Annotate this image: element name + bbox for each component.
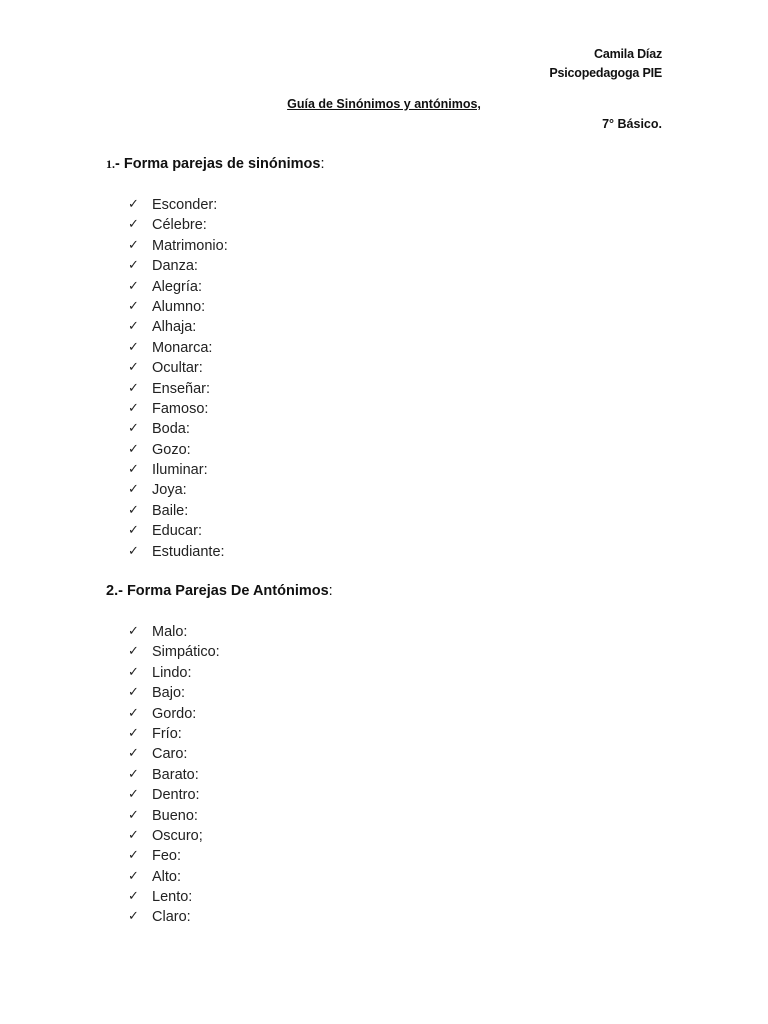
list-item-label: Ocultar: (152, 360, 203, 377)
list-item (128, 215, 228, 235)
list-item (128, 724, 220, 744)
list-item (128, 663, 220, 683)
check-icon: ✓ (128, 400, 139, 416)
section-number: 2. (106, 583, 119, 599)
list-item-label: Alumno: (152, 298, 206, 315)
list-item-label: Célebre: (152, 217, 207, 234)
list-item (128, 785, 220, 805)
section-number: 1. (106, 157, 115, 171)
check-icon: ✓ (128, 319, 139, 335)
list-item (128, 867, 220, 887)
list-item-label: Simpático: (152, 644, 220, 661)
author-role: Psicopedagoga PIE (549, 66, 662, 80)
list-item (128, 887, 220, 907)
list-item (128, 195, 228, 215)
list-item (128, 501, 228, 521)
list-item-label: Barato: (152, 766, 199, 783)
list-item-label: Estudiante: (152, 543, 225, 560)
check-icon: ✓ (128, 848, 139, 864)
list-item-label: Boda: (152, 421, 190, 438)
list-item (128, 683, 220, 703)
list-item (128, 765, 220, 785)
check-icon: ✓ (128, 664, 139, 680)
list-item (128, 846, 220, 866)
list-item-label: Joya: (152, 482, 187, 499)
list-item (128, 806, 220, 826)
check-icon: ✓ (128, 217, 139, 233)
check-icon: ✓ (128, 543, 139, 559)
list-item (128, 622, 220, 642)
list-item (128, 399, 228, 419)
check-icon: ✓ (128, 441, 139, 457)
list-item (128, 379, 228, 399)
list-item-label: Claro: (152, 909, 191, 926)
list-item-label: Gozo: (152, 441, 191, 458)
list-item (128, 907, 220, 927)
list-item-label: Oscuro; (152, 827, 203, 844)
author-block (549, 45, 662, 83)
list-item-label: Frío: (152, 725, 182, 742)
list-item-label: Matrimonio: (152, 237, 228, 254)
list-item (128, 256, 228, 276)
list-item-label: Alto: (152, 868, 182, 885)
list-item-label: Dentro: (152, 787, 200, 804)
list-item (128, 277, 228, 297)
list-item-label: Malo: (152, 624, 188, 640)
check-icon: ✓ (128, 889, 139, 905)
list-item (128, 358, 228, 378)
list-item (128, 542, 228, 562)
check-icon: ✓ (128, 909, 139, 925)
list-item-label: Feo: (152, 848, 182, 865)
check-icon: ✓ (128, 624, 139, 639)
section-heading-colon: : (328, 583, 333, 599)
list-item (128, 480, 228, 500)
list-item (128, 642, 220, 662)
check-icon: ✓ (128, 380, 139, 396)
check-icon: ✓ (128, 868, 139, 884)
section-heading-text: - Forma Parejas De Antónimos (118, 583, 329, 599)
antonyms-list (128, 622, 220, 928)
check-icon: ✓ (128, 360, 139, 376)
check-icon: ✓ (128, 482, 139, 498)
check-icon: ✓ (128, 725, 139, 741)
check-icon: ✓ (128, 807, 139, 823)
section-heading-synonyms (106, 156, 325, 172)
author-name: Camila Díaz (594, 47, 662, 61)
check-icon: ✓ (128, 746, 139, 762)
synonyms-list (128, 195, 228, 562)
list-item-label: Gordo: (152, 705, 197, 722)
list-item (128, 440, 228, 460)
check-icon: ✓ (128, 827, 139, 843)
list-item-label: Baile: (152, 502, 189, 519)
list-item-label: Lento: (152, 889, 193, 906)
check-icon: ✓ (128, 462, 139, 478)
document-title: Guía de Sinónimos y antónimos, (287, 97, 481, 111)
list-item-label: Caro: (152, 746, 188, 763)
list-item (128, 521, 228, 541)
check-icon: ✓ (128, 766, 139, 782)
list-item (128, 317, 228, 337)
list-item (128, 297, 228, 317)
check-icon: ✓ (128, 644, 139, 660)
check-icon: ✓ (128, 787, 139, 803)
list-item-label: Bueno: (152, 807, 198, 824)
list-item-label: Alhaja: (152, 319, 197, 336)
section-heading-colon: : (320, 156, 325, 172)
list-item-label: Esconder: (152, 197, 218, 213)
list-item (128, 338, 228, 358)
list-item-label: Danza: (152, 258, 198, 275)
check-icon: ✓ (128, 421, 139, 437)
list-item (128, 460, 228, 480)
list-item-label: Monarca: (152, 339, 213, 356)
list-item-label: Iluminar: (152, 462, 208, 479)
check-icon: ✓ (128, 237, 139, 253)
check-icon: ✓ (128, 278, 139, 294)
check-icon: ✓ (128, 523, 139, 539)
check-icon: ✓ (128, 705, 139, 721)
check-icon: ✓ (128, 197, 139, 212)
section-heading-antonyms (106, 583, 333, 599)
grade-label: 7° Básico. (602, 117, 662, 131)
check-icon: ✓ (128, 685, 139, 701)
list-item (128, 744, 220, 764)
section-heading-text: - Forma parejas de sinónimos (115, 156, 321, 172)
list-item-label: Bajo: (152, 685, 186, 702)
list-item-label: Famoso: (152, 400, 209, 417)
list-item (128, 236, 228, 256)
list-item (128, 826, 220, 846)
list-item (128, 419, 228, 439)
check-icon: ✓ (128, 298, 139, 314)
list-item-label: Educar: (152, 523, 202, 540)
list-item (128, 704, 220, 724)
check-icon: ✓ (128, 502, 139, 518)
list-item-label: Alegría: (152, 278, 202, 295)
list-item-label: Enseñar: (152, 380, 211, 397)
list-item-label: Lindo: (152, 664, 192, 681)
check-icon: ✓ (128, 339, 139, 355)
check-icon: ✓ (128, 258, 139, 274)
